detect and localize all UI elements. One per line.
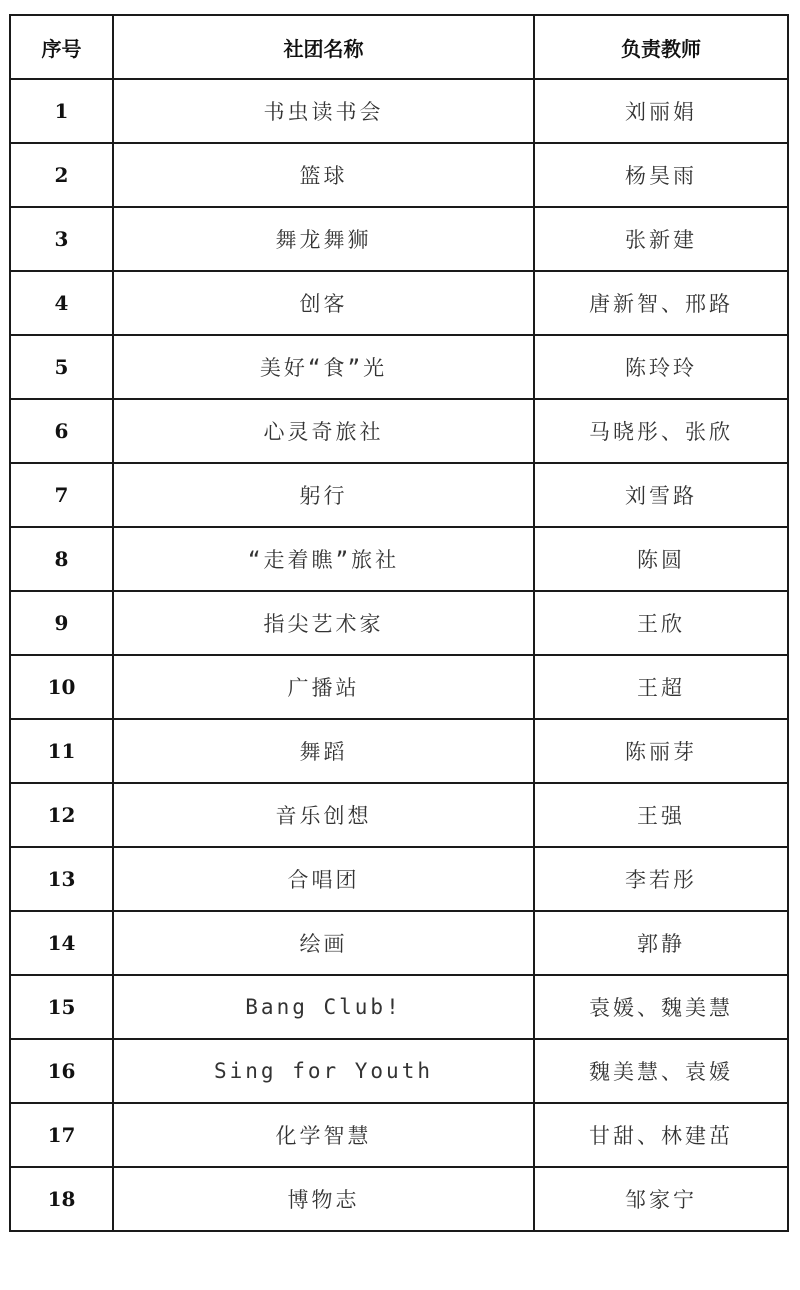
club-name: 博物志 [113, 1167, 534, 1231]
table-row [10, 207, 788, 271]
row-number: 5 [10, 335, 113, 399]
club-name: 指尖艺术家 [113, 591, 534, 655]
club-name: 绘画 [113, 911, 534, 975]
club-name: 化学智慧 [113, 1103, 534, 1167]
row-number: 2 [10, 143, 113, 207]
teacher-name: 甘甜、林建茁 [534, 1103, 788, 1167]
header-row [10, 15, 788, 79]
row-number: 9 [10, 591, 113, 655]
row-number: 10 [10, 655, 113, 719]
row-number: 14 [10, 911, 113, 975]
teacher-name: 陈丽芽 [534, 719, 788, 783]
teacher-name: 马晓彤、张欣 [534, 399, 788, 463]
table-row [10, 783, 788, 847]
club-name: Sing for Youth [113, 1039, 534, 1103]
row-number: 15 [10, 975, 113, 1039]
header-teacher: 负责教师 [534, 15, 788, 79]
row-number: 3 [10, 207, 113, 271]
club-name: 篮球 [113, 143, 534, 207]
teacher-name: 魏美慧、袁媛 [534, 1039, 788, 1103]
row-number: 4 [10, 271, 113, 335]
table-row [10, 271, 788, 335]
table-row [10, 79, 788, 143]
header-number: 序号 [10, 15, 113, 79]
club-name: 书虫读书会 [113, 79, 534, 143]
teacher-name: 郭静 [534, 911, 788, 975]
row-number: 12 [10, 783, 113, 847]
club-name: 创客 [113, 271, 534, 335]
table-row [10, 911, 788, 975]
teacher-name: 王超 [534, 655, 788, 719]
club-name: 合唱团 [113, 847, 534, 911]
teacher-name: 袁媛、魏美慧 [534, 975, 788, 1039]
row-number: 11 [10, 719, 113, 783]
table-row [10, 335, 788, 399]
row-number: 1 [10, 79, 113, 143]
table-row [10, 527, 788, 591]
teacher-name: 王强 [534, 783, 788, 847]
club-name: 音乐创想 [113, 783, 534, 847]
teacher-name: 邹家宁 [534, 1167, 788, 1231]
teacher-name: 王欣 [534, 591, 788, 655]
header-club-name: 社团名称 [113, 15, 534, 79]
table-row [10, 975, 788, 1039]
teacher-name: 刘丽娟 [534, 79, 788, 143]
club-name: 心灵奇旅社 [113, 399, 534, 463]
table-row [10, 463, 788, 527]
row-number: 7 [10, 463, 113, 527]
club-name: 舞龙舞狮 [113, 207, 534, 271]
table-row [10, 719, 788, 783]
row-number: 13 [10, 847, 113, 911]
club-name: “走着瞧”旅社 [113, 527, 534, 591]
teacher-name: 张新建 [534, 207, 788, 271]
table-row [10, 1167, 788, 1231]
row-number: 6 [10, 399, 113, 463]
teacher-name: 李若彤 [534, 847, 788, 911]
row-number: 17 [10, 1103, 113, 1167]
club-name: 躬行 [113, 463, 534, 527]
row-number: 18 [10, 1167, 113, 1231]
table-row [10, 143, 788, 207]
teacher-name: 陈圆 [534, 527, 788, 591]
table-row [10, 1039, 788, 1103]
table-row [10, 399, 788, 463]
club-name: Bang Club! [113, 975, 534, 1039]
row-number: 8 [10, 527, 113, 591]
row-number: 16 [10, 1039, 113, 1103]
teacher-name: 唐新智、邢路 [534, 271, 788, 335]
table-row [10, 847, 788, 911]
table-row [10, 655, 788, 719]
table-body [10, 79, 788, 1231]
club-name: 舞蹈 [113, 719, 534, 783]
club-name: 广播站 [113, 655, 534, 719]
teacher-name: 陈玲玲 [534, 335, 788, 399]
table-row [10, 1103, 788, 1167]
teacher-name: 刘雪路 [534, 463, 788, 527]
table-row [10, 591, 788, 655]
club-table [9, 14, 789, 1232]
club-name: 美好“食”光 [113, 335, 534, 399]
table-header [10, 15, 788, 79]
teacher-name: 杨昊雨 [534, 143, 788, 207]
